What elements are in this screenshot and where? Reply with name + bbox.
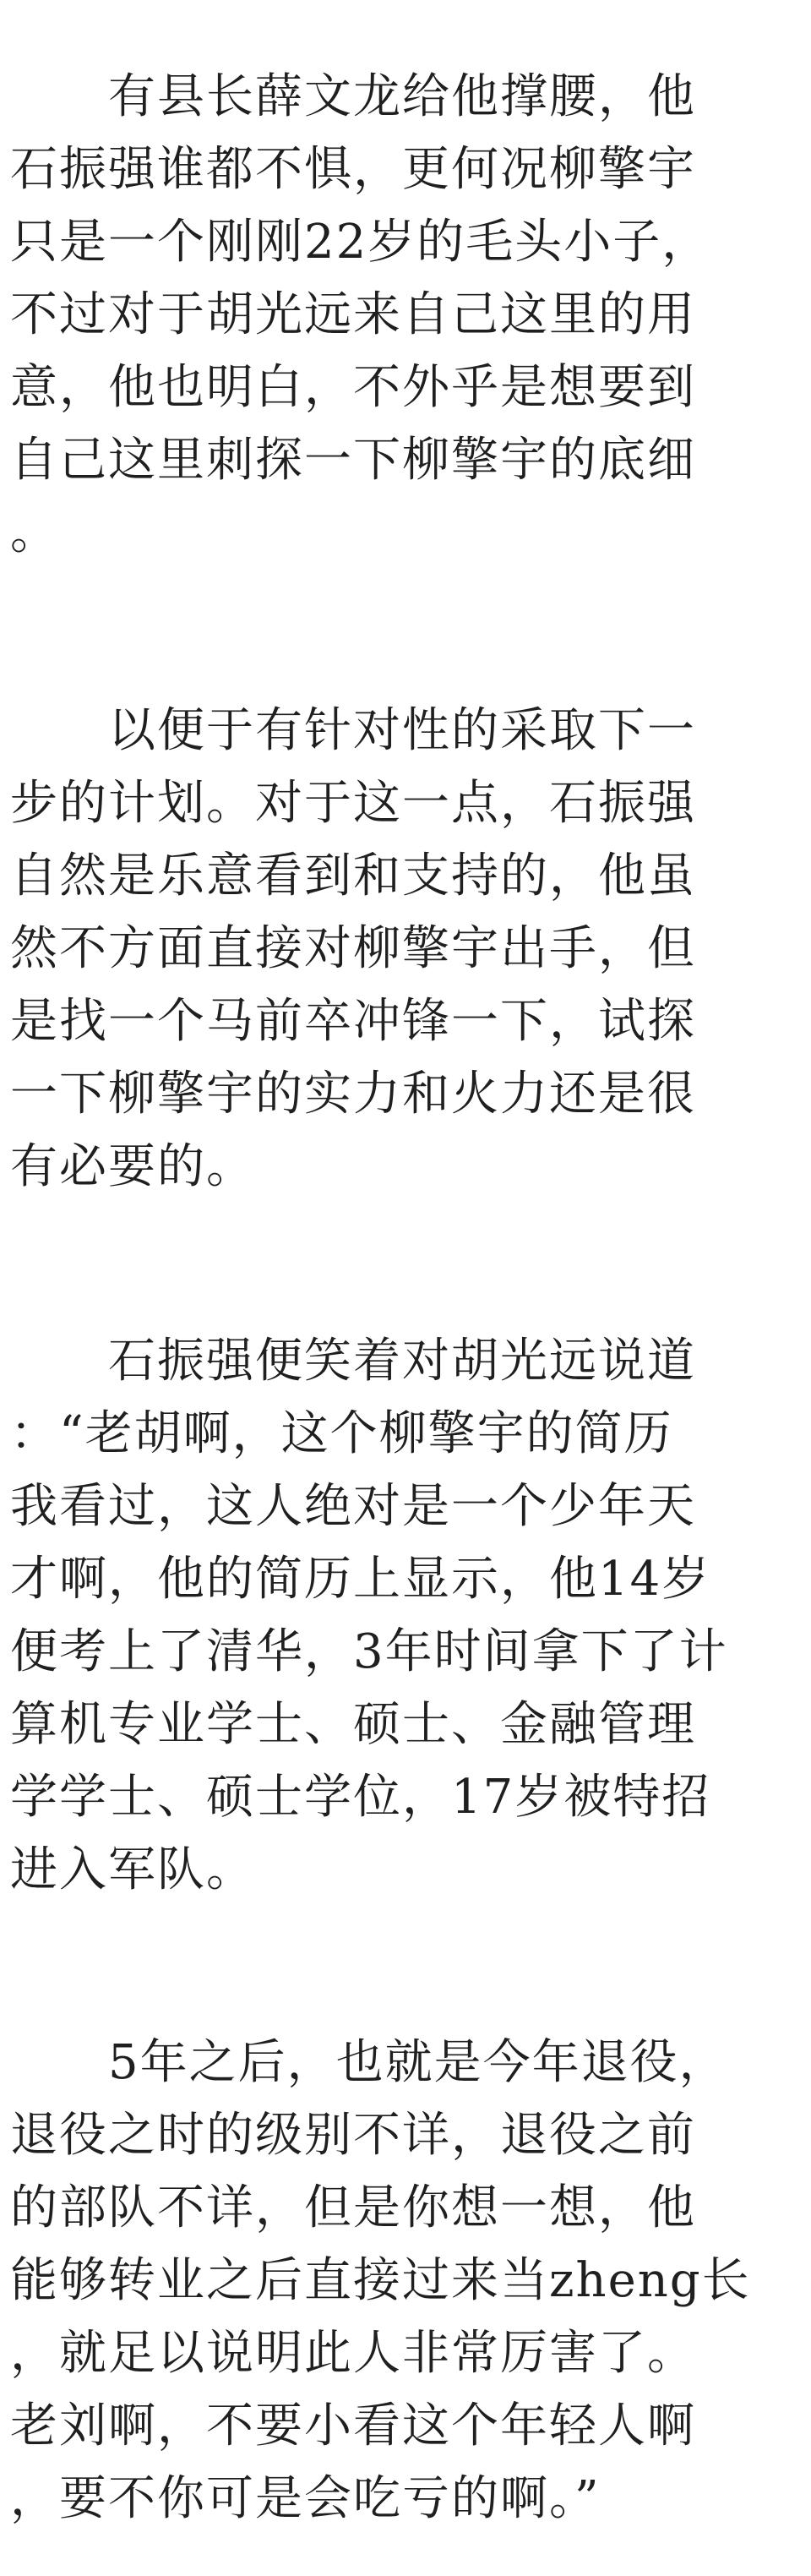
- text-line: 的部队不详，但是你想一想，他: [10, 2180, 696, 2235]
- text-line: 5年之后，也就是今年退役，: [10, 2035, 728, 2090]
- text-line: ：“老胡啊，这个柳擎宇的简历: [10, 1406, 673, 1461]
- text-line: 算机专业学士、硕士、金融管理: [10, 1697, 696, 1752]
- text-line: 。: [10, 505, 59, 560]
- text-line: 便考上了清华，3年时间拿下了计: [10, 1624, 728, 1679]
- text-line: 以便于有针对性的采取下一: [10, 703, 696, 758]
- paragraph-4: [10, 2027, 801, 2535]
- text-line: 自然是乐意看到和支持的，他虽: [10, 849, 696, 903]
- text-line: 进入军队。: [10, 1842, 255, 1897]
- text-line: 步的计划。对于这一点，石振强: [10, 776, 696, 831]
- paragraph-3: [10, 1325, 801, 1907]
- text-line: ，要不你可是会吃亏的啊。”: [10, 2471, 601, 2526]
- paragraph-2: [10, 695, 801, 1203]
- text-line: 能够转业之后直接过来当zheng长: [10, 2253, 751, 2308]
- text-line: 石振强谁都不惧，更何况柳擎宇: [10, 142, 696, 197]
- text-line: 自己这里刺探一下柳擎宇的底细: [10, 433, 696, 488]
- text-line: 不过对于胡光远来自己这里的用: [10, 287, 696, 342]
- text-line: 有必要的。: [10, 1139, 255, 1194]
- text-line: 意，他也明白，不外乎是想要到: [10, 360, 696, 415]
- text-line: ，就足以说明此人非常厉害了。: [10, 2326, 696, 2381]
- text-line: 是找一个马前卒冲锋一下，试探: [10, 994, 696, 1049]
- text-line: 老刘啊，不要小看这个年轻人啊: [10, 2399, 696, 2453]
- text-line: 一下柳擎宇的实力和火力还是很: [10, 1067, 696, 1122]
- text-line: 才啊，他的简历上显示，他14岁: [10, 1552, 711, 1607]
- text-line: 石振强便笑着对胡光远说道: [10, 1334, 696, 1389]
- text-line: 有县长薛文龙给他撑腰，他: [10, 69, 696, 124]
- text-line: 我看过，这人绝对是一个少年天: [10, 1479, 696, 1534]
- text-line: 然不方面直接对柳擎宇出手，但: [10, 921, 696, 976]
- text-line: 学学士、硕士学位，17岁被特招: [10, 1770, 711, 1825]
- paragraph-1: [10, 61, 801, 570]
- text-line: 只是一个刚刚22岁的毛头小子，: [10, 215, 711, 270]
- text-line: 退役之时的级别不详，退役之前: [10, 2108, 696, 2163]
